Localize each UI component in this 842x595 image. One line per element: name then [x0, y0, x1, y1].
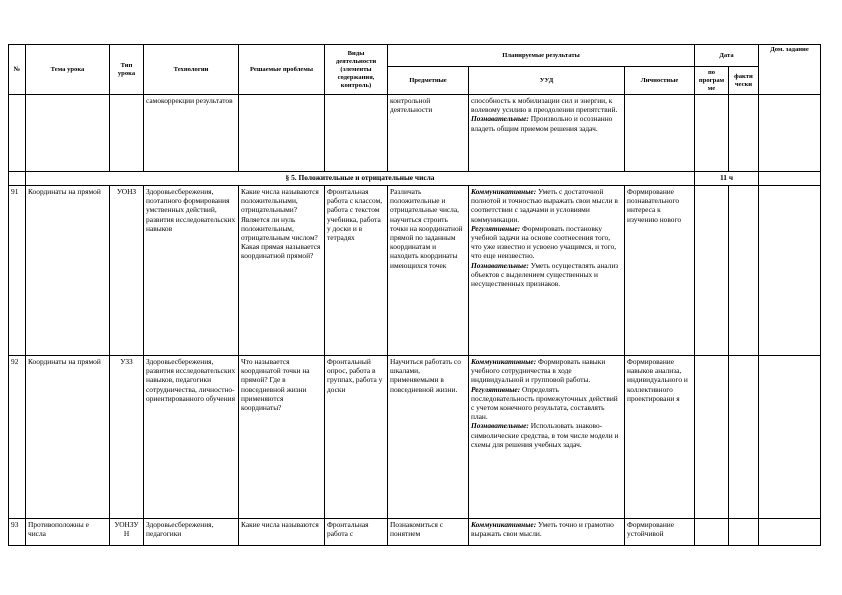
uud-text: Уметь точно и грамотно выражать свои мысли. — [471, 520, 614, 539]
cell-uud — [469, 95, 625, 172]
cell-uud — [469, 519, 625, 546]
cell-num: 93 — [9, 519, 26, 546]
header-activity: Виды деятельности (элементы содержания, контроль) — [325, 45, 388, 95]
cell-subject: Различать положительные и отрицательные числа, научиться строить точки на координатной прямой по заданным координатам и находить координаты имеющихся точек — [388, 186, 469, 356]
header-subject: Предметные — [388, 67, 469, 95]
uud-text: Определять последовательность промежуточных действий с учетом конечного результата, составлять план. — [471, 384, 618, 422]
cell-num: 91 — [9, 186, 26, 356]
header-num: № — [9, 45, 26, 95]
header-planned: Планируемые результаты — [388, 45, 695, 67]
cell-tech: Здоровьесбережения, педагогики — [144, 519, 239, 546]
uud-label: Коммуникативные: — [471, 187, 537, 196]
cell-uud — [469, 186, 625, 356]
uud-label: Регулятивные: — [471, 223, 521, 233]
cell-num: 92 — [9, 356, 26, 519]
uud-text: Формировать постановку учебной задачи на основе соотнесения того, что уже известно и усвоено учащимся, и того, что еще неизвестно. — [471, 223, 617, 261]
cell-type: УЗЗ — [110, 356, 144, 519]
cell-topic: Координаты на прямой — [26, 356, 110, 519]
cell-activity: Фронтальный опрос, работа в группах, работа у доски — [325, 356, 388, 519]
cell-type: УОНЗ — [110, 186, 144, 356]
uud-label: Регулятивные: — [471, 384, 521, 394]
cell-topic: Координаты на прямой — [26, 186, 110, 356]
uud-text: Произвольно и осознанно владеть общим приемом решения задач. — [471, 114, 613, 133]
header-problems: Решаемые проблемы — [239, 45, 325, 95]
header-by-program: по програм ме — [695, 67, 729, 95]
uud-label: Коммуникативные: — [471, 520, 537, 529]
header-actual: факти чески — [729, 67, 759, 95]
uud-text: Уметь с достаточной полнотой и точностью выражать свои мысли в соответствии с задачами и условиями коммуникации. — [471, 187, 618, 224]
table-row — [9, 186, 821, 356]
cell-personal: Формирование познавательного интереса к изучению нового — [625, 186, 695, 356]
cell-activity: Фронтальная работа с — [325, 519, 388, 546]
cell-problems: Какие числа называются положительными, отрицательными? Является ли нуль положительным, отрицательным числом? Какая прямая называется координатной прямой? — [239, 186, 325, 356]
header-personal: Личностные — [625, 67, 695, 95]
header-type: Тип урока — [110, 45, 144, 95]
cell-problems: Что называется координатой точки на прямой? Где в повседневной жизни применяются координаты? — [239, 356, 325, 519]
cell-subject: контрольной деятельности — [388, 95, 469, 172]
cell-tech: Здоровьесбережения, развития исследовательских навыков, педагогики сотрудничества, личностно-ориентированного обучения — [144, 356, 239, 519]
uud-text: Формировать навыки учебного сотрудничества в ходе индивидуальной и групповой работы. — [471, 357, 606, 385]
header-homework: Дом. задание — [759, 45, 821, 95]
cell-subject: Научиться работать со шкалами, применяемыми в повседневной жизни. — [388, 356, 469, 519]
cell-tech: самокоррекции результатов — [144, 95, 239, 172]
cell-subject: Познакомиться с понятием — [388, 519, 469, 546]
section-row — [9, 172, 821, 186]
cell-tech: Здоровьесбережения, поэтапного формирования умственных действий, развития исследовательских навыков — [144, 186, 239, 356]
cell-type: УОНЗУ Н — [110, 519, 144, 546]
cell-activity: Фронтальная работа с классом, работа с текстом учебника, работа у доски и в тетрадях — [325, 186, 388, 356]
lesson-plan-table — [8, 44, 821, 546]
header-date: Дата — [695, 45, 759, 67]
table-row-continuation — [9, 95, 821, 172]
header-tech: Технологии — [144, 45, 239, 95]
cell-topic: Противоположны е числа — [26, 519, 110, 546]
table-row — [9, 519, 821, 546]
cell-problems: Какие числа называются — [239, 519, 325, 546]
header-uud: УУД — [469, 67, 625, 95]
uud-label: Коммуникативные: — [471, 357, 537, 366]
cell-uud — [469, 356, 625, 519]
uud-text: способность к мобилизации сил и энергии, к волевому усилию в преодолении препятствий. — [471, 96, 618, 115]
uud-label: Познавательные: — [471, 421, 529, 431]
table-row — [9, 356, 821, 519]
cell-personal: Формирование навыков анализа, индивидуального и коллективного проектировани я — [625, 356, 695, 519]
uud-text: Уметь осуществлять анализ объектов с выделением существенных и несущественных признаков. — [471, 260, 619, 289]
section-hours: 11 ч — [695, 172, 759, 186]
uud-label: Познавательные: — [471, 114, 529, 124]
header-topic: Тема урока — [26, 45, 110, 95]
uud-label: Познавательные: — [471, 260, 529, 270]
section-title: § 5. Положительные и отрицательные числа — [26, 172, 695, 186]
cell-personal: Формирование устойчивой — [625, 519, 695, 546]
uud-text: Использовать знаково-символические средства, в том числе модели и схемы для решения учебных задач. — [471, 421, 619, 449]
